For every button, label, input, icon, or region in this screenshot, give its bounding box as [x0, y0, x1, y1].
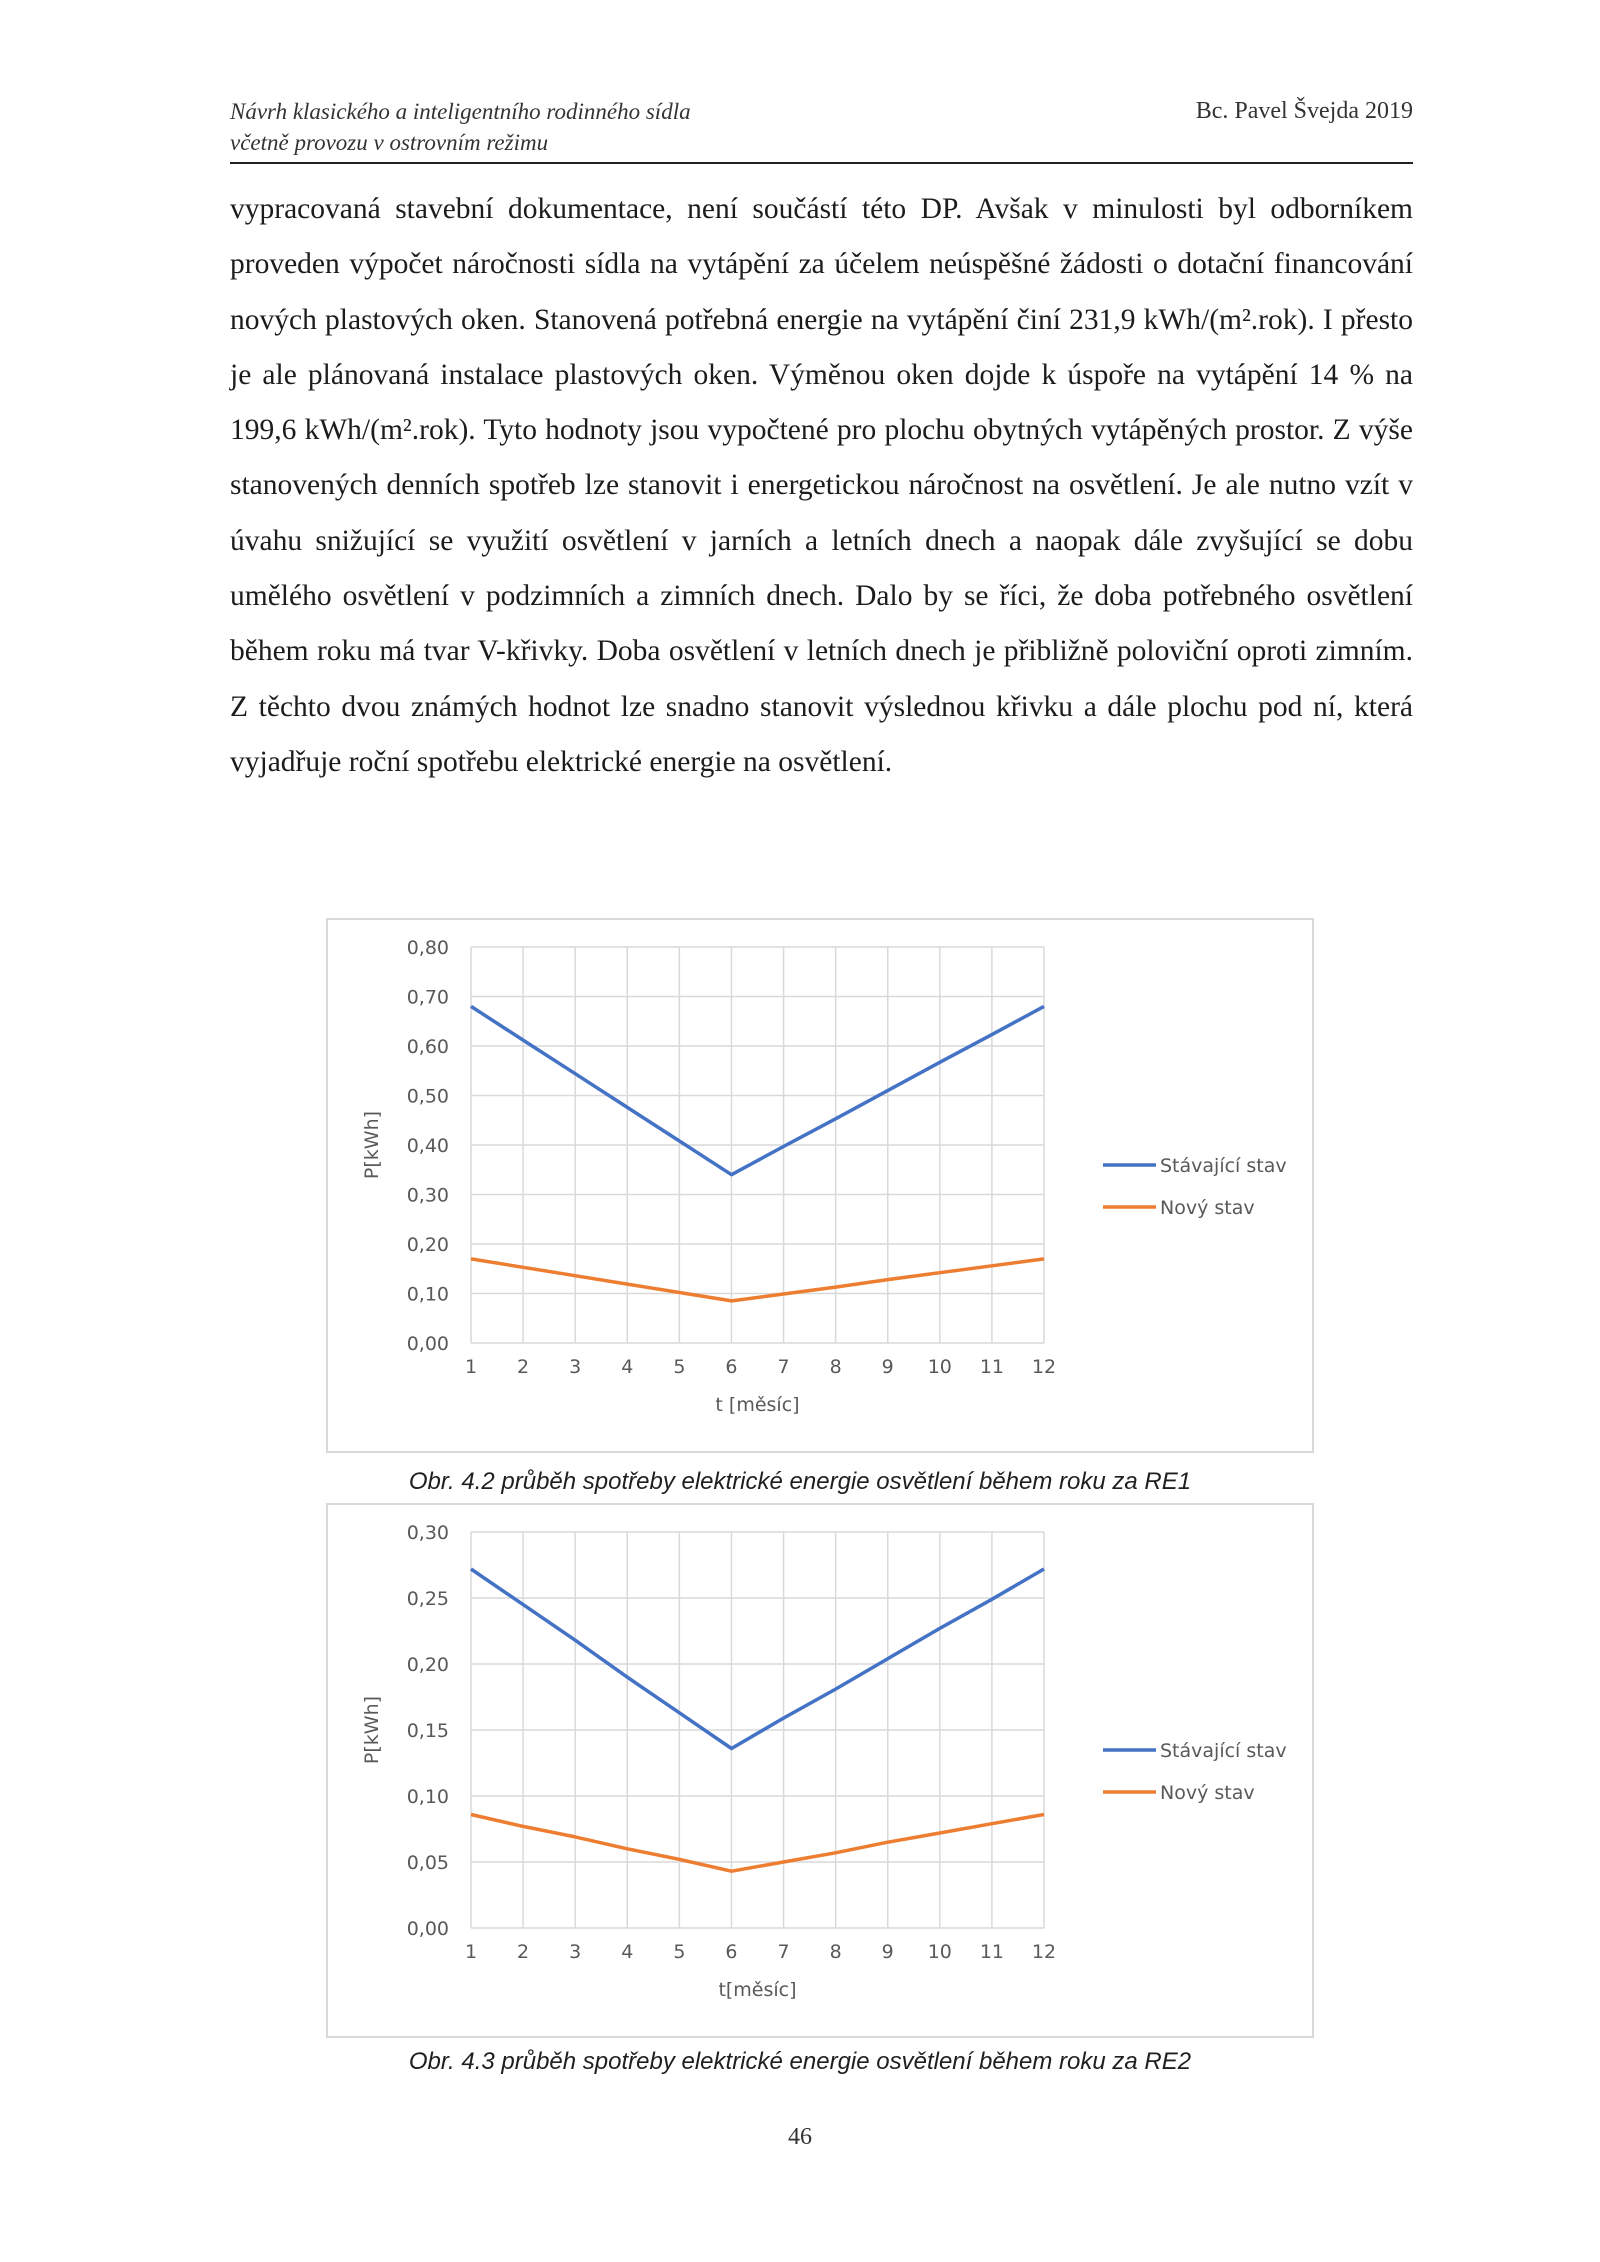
y-tick-label: 0,10: [406, 1786, 449, 1808]
series-line-novy-stav: [471, 1259, 1044, 1301]
y-tick-label: 0,30: [406, 1184, 449, 1207]
series-line-stavajici-stav: [471, 1569, 1044, 1749]
x-tick-label: 9: [881, 1941, 894, 1963]
x-tick-label: 2: [517, 1941, 530, 1963]
chart-re2: [326, 1503, 1314, 2038]
x-tick-label: 5: [673, 1941, 686, 1963]
body-text: [230, 182, 1413, 790]
x-tick-label: 12: [1031, 1941, 1057, 1963]
x-tick-label: 2: [517, 1356, 530, 1378]
header-author: Bc. Pavel Švejda 2019: [1195, 98, 1413, 124]
x-tick-label: 8: [829, 1356, 842, 1378]
y-tick-label: 0,05: [406, 1852, 449, 1874]
legend-label: Nový stav: [1160, 1197, 1255, 1219]
x-tick-label: 4: [621, 1941, 634, 1963]
figure-caption-re1: Obr. 4.2 průběh spotřeby elektrické energie osvětlení během roku za RE1: [408, 1468, 1192, 1495]
y-tick-label: 0,20: [406, 1234, 449, 1256]
figure-caption-re2: Obr. 4.3 průběh spotřeby elektrické energie osvětlení během roku za RE2: [408, 2048, 1192, 2075]
page-number: 46: [788, 2124, 812, 2150]
page-header: [230, 96, 1413, 164]
y-tick-label: 0,20: [406, 1654, 449, 1676]
x-tick-label: 3: [569, 1356, 582, 1378]
x-tick-label: 12: [1031, 1356, 1057, 1378]
legend-label: Stávající stav: [1160, 1740, 1287, 1762]
y-tick-label: 0,00: [406, 1333, 449, 1355]
x-tick-label: 3: [569, 1941, 582, 1963]
series-line-stavajici-stav: [471, 1006, 1044, 1174]
x-tick-label: 10: [927, 1356, 952, 1378]
y-tick-label: 0,50: [406, 1085, 449, 1108]
x-tick-label: 7: [777, 1356, 790, 1378]
header-title: [230, 96, 691, 158]
body-paragraph: vypracovaná stavební dokumentace, není součástí této DP. Avšak v minulosti byl odborníkem proveden výpočet náročnosti sídla na vytápění za účelem neúspěšné žádosti o dotační financování nových plastových oken. Stanovená potřebná energie na vytápění činí 231,9 kWh/(m².rok). I přesto je ale plánovaná instalace plastových oken. Výměnou oken dojde k úspoře na vytápění 14 % na 199,6 kWh/(m².rok). Tyto hodnoty jsou vypočtené pro plochu obytných vytápěných prostor. Z výše stanovených denních spotřeb lze stanovit i energetickou náročnost na osvětlení. Je ale nutno vzít v úvahu snižující se využití osvětlení v jarních a letních dnech a naopak dále zvyšující se dobu umělého osvětlení v podzimních a zimních dnech. Dalo by se říci, že doba potřebného osvětlení během roku má tvar V-křivky. Doba osvětlení v letních dnech je přibližně poloviční oproti zimním. Z těchto dvou známých hodnot lze snadno stanovit výslednou křivku a dále plochu pod ní, která vyjadřuje roční spotřebu elektrické energie na osvětlení.: [230, 193, 1413, 778]
x-axis-label: t[měsíc]: [718, 1979, 797, 2001]
y-axis-label: P[kWh]: [361, 1110, 383, 1180]
x-tick-label: 1: [464, 1356, 478, 1378]
y-tick-label: 0,60: [406, 1036, 449, 1058]
x-tick-label: 4: [621, 1356, 634, 1378]
y-tick-label: 0,25: [406, 1588, 449, 1610]
legend-label: Nový stav: [1160, 1782, 1255, 1804]
x-tick-label: 8: [829, 1941, 842, 1963]
x-tick-label: 9: [881, 1356, 894, 1378]
y-tick-label: 0,00: [406, 1918, 449, 1940]
x-tick-label: 6: [725, 1356, 738, 1378]
x-tick-label: 11: [979, 1356, 1005, 1378]
x-tick-label: 11: [979, 1941, 1005, 1963]
x-tick-label: 6: [725, 1941, 738, 1963]
legend-label: Stávající stav: [1160, 1155, 1287, 1177]
y-tick-label: 0,30: [406, 1522, 449, 1544]
x-axis-label: t [měsíc]: [715, 1394, 800, 1416]
x-tick-label: 10: [927, 1941, 952, 1963]
y-tick-label: 0,15: [406, 1720, 449, 1742]
chart-re1-svg: [328, 920, 1312, 1451]
y-tick-label: 0,40: [406, 1135, 449, 1157]
chart-re1: [326, 918, 1314, 1453]
x-tick-label: 5: [673, 1356, 686, 1378]
y-tick-label: 0,70: [406, 986, 449, 1009]
header-title-line2: včetně provozu v ostrovním režimu: [230, 130, 549, 155]
x-tick-label: 7: [777, 1941, 790, 1963]
y-tick-label: 0,10: [406, 1283, 449, 1306]
header-title-line1: Návrh klasického a inteligentního rodinného sídla: [230, 99, 691, 124]
y-tick-label: 0,80: [406, 937, 449, 959]
y-axis-label: P[kWh]: [361, 1695, 383, 1765]
chart-re2-svg: [328, 1505, 1312, 2036]
x-tick-label: 1: [464, 1941, 478, 1963]
